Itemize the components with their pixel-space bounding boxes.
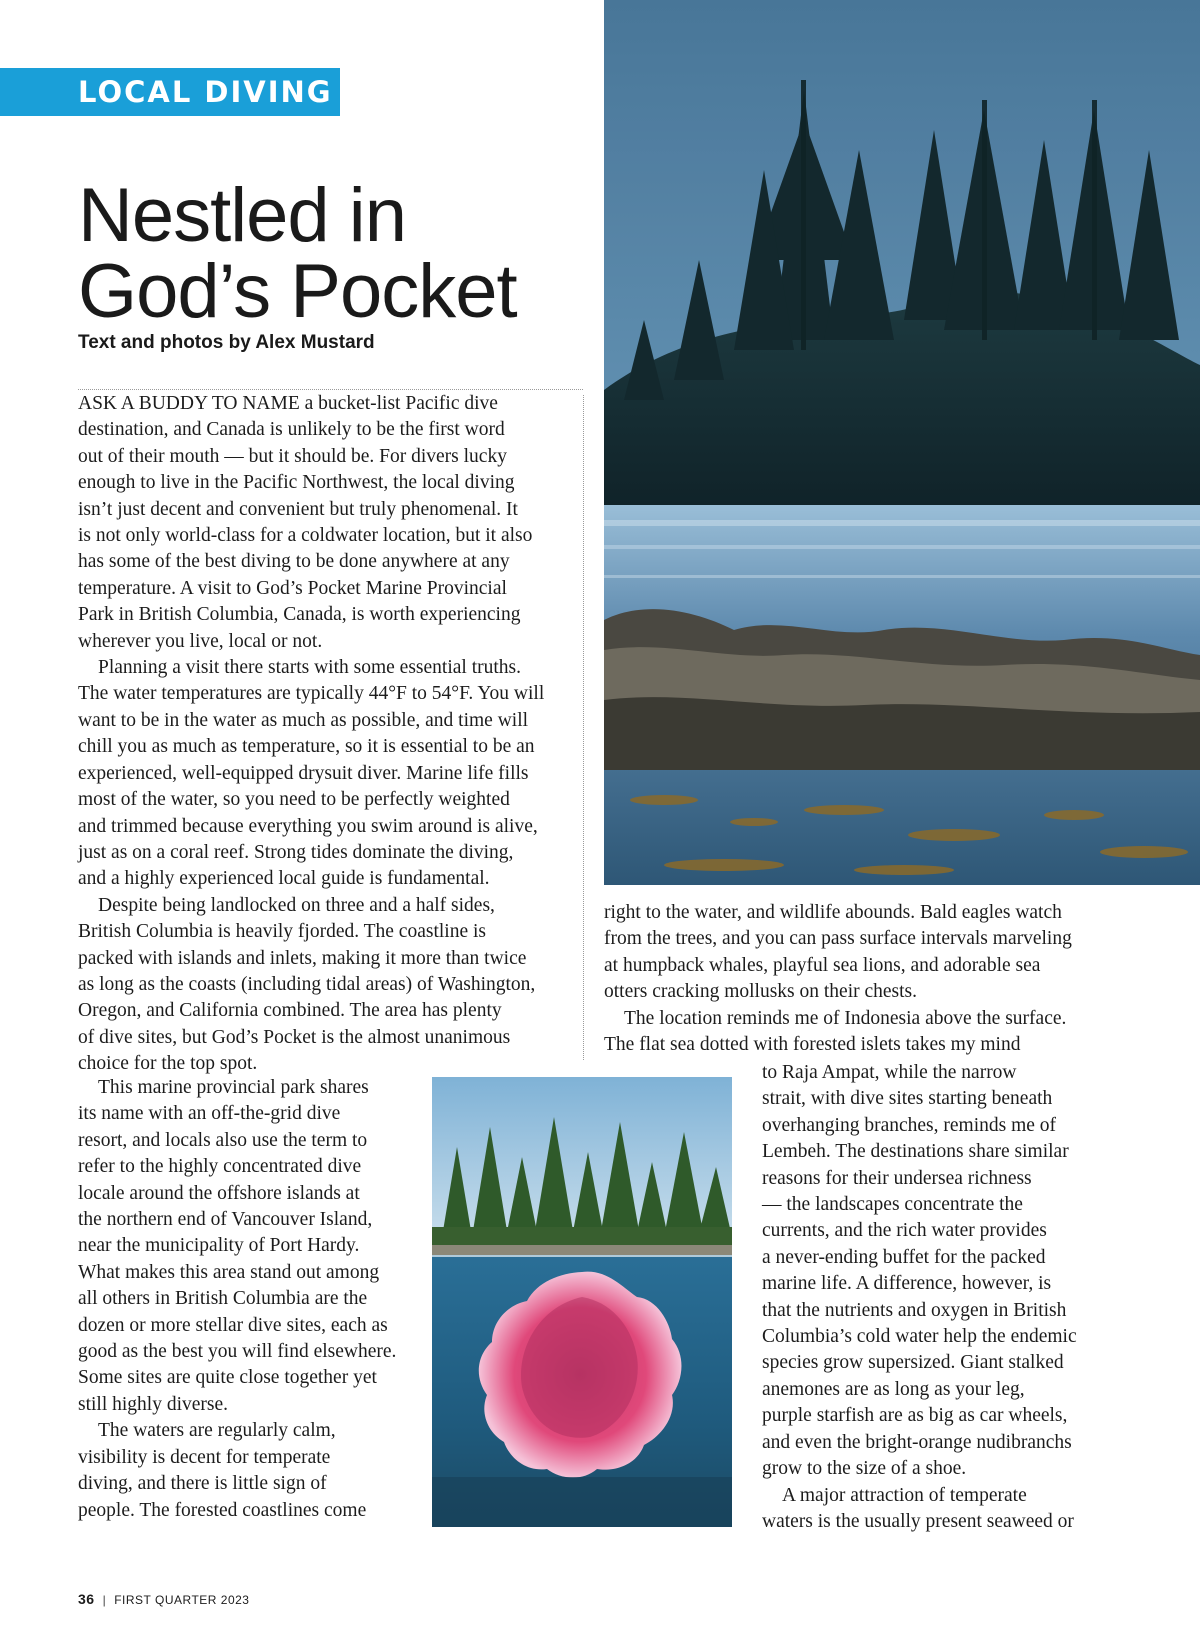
byline: Text and photos by Alex Mustard xyxy=(78,332,375,353)
text-line: currents, and the rich water provides xyxy=(762,1220,1047,1242)
column-2-upper-text xyxy=(604,900,1072,1058)
issue-label: FIRST QUARTER 2023 xyxy=(114,1593,250,1607)
text-line: The flat sea dotted with forested islets takes my mind xyxy=(604,1034,1021,1056)
text-line: This marine provincial park shares xyxy=(98,1077,369,1098)
text-line: ASK A BUDDY TO NAME a bucket-list Pacific dive xyxy=(78,393,498,414)
text-line: diving, and there is little sign of xyxy=(78,1473,327,1495)
text-line: packed with islands and inlets, making it more than twice xyxy=(78,947,527,969)
text-line: just as on a coral reef. Strong tides dominate the diving, xyxy=(78,841,514,863)
text-line: chill you as much as temperature, so it is essential to be an xyxy=(78,736,535,758)
page-number: 36 xyxy=(78,1591,95,1607)
text-line: isn’t just decent and convenient but truly phenomenal. It xyxy=(78,498,518,520)
title-line: Nestled in xyxy=(78,173,406,258)
footer-separator: | xyxy=(102,1593,107,1607)
dotted-divider-vertical xyxy=(583,395,584,1060)
hero-photo-forested-islet xyxy=(604,0,1200,885)
text-line: experienced, well-equipped drysuit diver. Marine life fills xyxy=(78,762,529,784)
text-line: What makes this area stand out among xyxy=(78,1261,380,1283)
text-line: Oregon, and California combined. The area has plenty xyxy=(78,1000,502,1022)
text-line: Columbia’s cold water help the endemic xyxy=(762,1326,1077,1348)
text-line: otters cracking mollusks on their chests. xyxy=(604,981,918,1003)
text-line: waters is the usually present seaweed or xyxy=(762,1510,1074,1532)
text-line: overhanging branches, reminds me of xyxy=(762,1114,1057,1136)
text-line: the northern end of Vancouver Island, xyxy=(78,1209,373,1231)
text-line: — the landscapes concentrate the xyxy=(762,1194,1023,1216)
text-line: and even the bright-orange nudibranchs xyxy=(762,1431,1072,1453)
section-label: LOCAL DIVING xyxy=(0,68,340,116)
column-2-lower-text xyxy=(762,1060,1077,1535)
text-line: wherever you live, local or not. xyxy=(78,630,323,652)
text-line: most of the water, so you need to be perfectly weighted xyxy=(78,789,510,811)
text-line: is not only world-class for a coldwater location, but it also xyxy=(78,525,533,547)
text-line: and a highly experienced local guide is fundamental. xyxy=(78,868,490,890)
title-line: God’s Pocket xyxy=(78,249,517,334)
text-line: grow to the size of a shoe. xyxy=(762,1458,967,1480)
text-line: species grow supersized. Giant stalked xyxy=(762,1352,1064,1374)
text-line: Some sites are quite close together yet xyxy=(78,1367,377,1389)
text-line: The location reminds me of Indonesia above the surface. xyxy=(624,1007,1067,1029)
text-line: temperature. A visit to God’s Pocket Marine Provincial xyxy=(78,577,507,599)
text-line: choice for the top spot. xyxy=(78,1053,258,1075)
text-line: people. The forested coastlines come xyxy=(78,1499,367,1521)
column-1-upper-text xyxy=(78,391,544,1078)
page-footer xyxy=(78,1591,249,1607)
text-line: destination, and Canada is unlikely to be the first word xyxy=(78,419,505,441)
text-line: near the municipality of Port Hardy. xyxy=(78,1235,360,1257)
text-line: has some of the best diving to be done anywhere at any xyxy=(78,551,510,573)
text-line: The water temperatures are typically 44°F to 54°F. You will xyxy=(78,683,545,705)
text-line: dozen or more stellar dive sites, each as xyxy=(78,1314,388,1336)
text-line: reasons for their undersea richness xyxy=(762,1167,1032,1189)
text-line: all others in British Columbia are the xyxy=(78,1288,368,1310)
text-line: marine life. A difference, however, is xyxy=(762,1273,1052,1295)
text-line: good as the best you will find elsewhere. xyxy=(78,1341,397,1363)
text-line: Park in British Columbia, Canada, is worth experiencing xyxy=(78,604,521,626)
text-line: still highly diverse. xyxy=(78,1393,229,1415)
inset-photo-lions-mane-jellyfish xyxy=(432,1077,732,1527)
text-line: want to be in the water as much as possible, and time will xyxy=(78,709,529,731)
text-line: A major attraction of temperate xyxy=(782,1484,1027,1506)
text-line: a never-ending buffet for the packed xyxy=(762,1246,1046,1268)
text-line: strait, with dive sites starting beneath xyxy=(762,1088,1053,1110)
text-line: British Columbia is heavily fjorded. The coastline is xyxy=(78,921,486,943)
text-line: to Raja Ampat, while the narrow xyxy=(762,1062,1017,1083)
text-line: at humpback whales, playful sea lions, and adorable sea xyxy=(604,954,1041,976)
text-line: Lembeh. The destinations share similar xyxy=(762,1141,1069,1163)
text-line: enough to live in the Pacific Northwest, the local diving xyxy=(78,472,515,494)
text-line: out of their mouth — but it should be. For divers lucky xyxy=(78,445,507,467)
text-line: visibility is decent for temperate xyxy=(78,1446,331,1468)
text-line: Despite being landlocked on three and a half sides, xyxy=(98,894,495,916)
column-1-lower-text xyxy=(78,1075,396,1524)
dotted-divider-horizontal xyxy=(78,389,583,390)
text-line: purple starfish are as big as car wheels, xyxy=(762,1405,1068,1427)
text-line: locale around the offshore islands at xyxy=(78,1182,360,1204)
text-line: as long as the coasts (including tidal areas) of Washington, xyxy=(78,973,536,995)
text-line: resort, and locals also use the term to xyxy=(78,1129,368,1151)
text-line: of dive sites, but God’s Pocket is the almost unanimous xyxy=(78,1026,511,1048)
text-line: from the trees, and you can pass surface intervals marveling xyxy=(604,928,1072,950)
text-line: refer to the highly concentrated dive xyxy=(78,1156,362,1178)
text-line: The waters are regularly calm, xyxy=(98,1420,336,1442)
text-line: that the nutrients and oxygen in British xyxy=(762,1299,1067,1321)
text-line: and trimmed because everything you swim around is alive, xyxy=(78,815,538,837)
text-line: anemones are as long as your leg, xyxy=(762,1378,1025,1400)
text-line: right to the water, and wildlife abounds. Bald eagles watch xyxy=(604,902,1062,923)
article-title xyxy=(78,173,517,334)
text-line: its name with an off-the-grid dive xyxy=(78,1103,341,1125)
text-line: Planning a visit there starts with some essential truths. xyxy=(98,657,521,679)
